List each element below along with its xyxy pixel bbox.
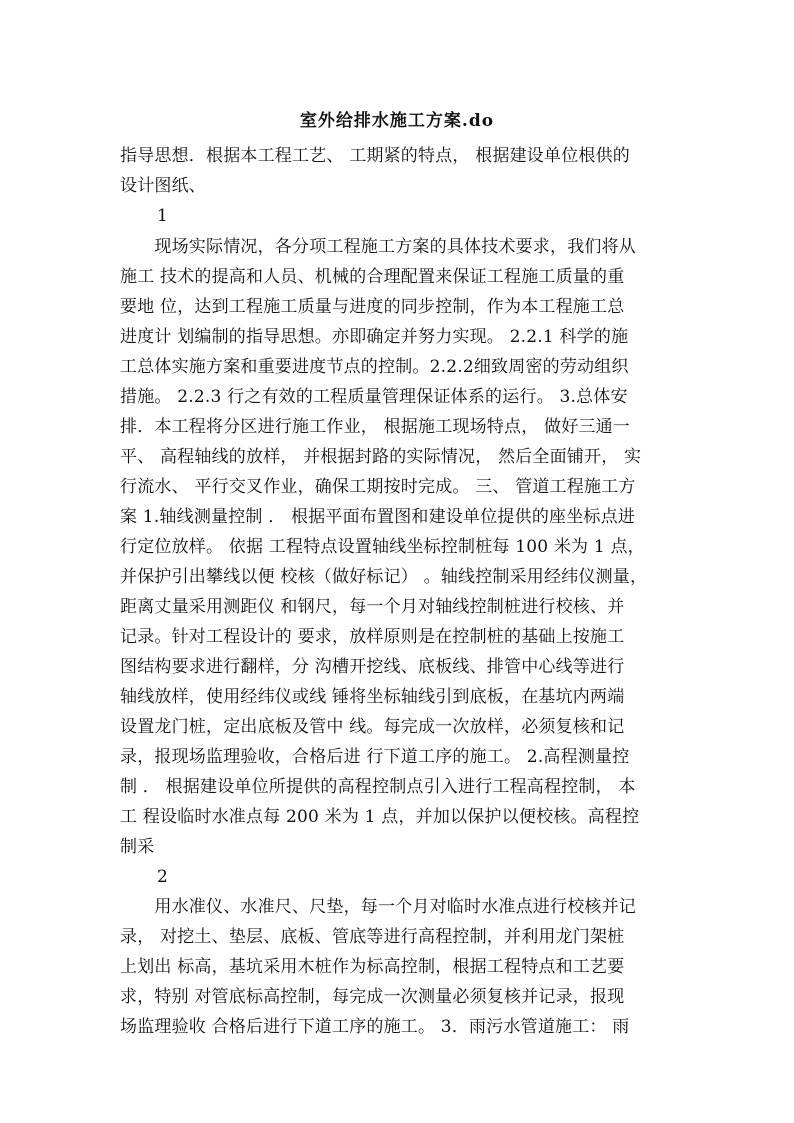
body-line: 场监理验收 合格后进行下道工序的施工。 3．雨污水管道施工： 雨 (120, 1017, 630, 1037)
body-line: 制 ． 根据建设单位所提供的高程控制点引入进行工程高程控制， 本 (120, 777, 636, 797)
body-line: 案 1.轴线测量控制 ． 根据平面布置图和建设单位提供的座坐标点进 (120, 507, 636, 527)
body-line: 距离丈量采用测距仪 和钢尺，每一个月对轴线控制桩进行校核、并 (120, 597, 625, 617)
body-line: 上划出 标高，基坑采用木桩作为标高控制，根据工程特点和工艺要 (120, 957, 625, 977)
body-line: 工 程设临时水准点每 200 米为 1 点，并加以保护以便校核。高程控 (120, 807, 640, 827)
body-line: 行定位放样。 依据 工程特点设置轴线坐标控制桩每 100 米为 1 点， (120, 537, 645, 557)
body-line: 行流水、 平行交叉作业，确保工期按时完成。 三、 管道工程施工方 (120, 477, 636, 497)
body-line: 平、 高程轴线的放样， 并根据封路的实际情况， 然后全面铺开， 实 (120, 447, 642, 467)
body-line: 录， 对挖土、垫层、底板、管底等进行高程控制，并利用龙门架桩 (120, 927, 625, 947)
page-number: 2 (157, 867, 168, 887)
body-line: 要地 位，达到工程施工质量与进度的同步控制，作为本工程施工总 (120, 297, 625, 317)
body-line: 工总体实施方案和重要进度节点的控制。2.2.2细致周密的劳动组织 (120, 357, 629, 377)
body-line: 设计图纸、 (120, 176, 206, 196)
body-line: 用水准仪、水准尺、尺垫，每一个月对临时水准点进行校核并记 (120, 897, 636, 917)
page-number: 1 (157, 206, 168, 226)
body-line: 措施。 2.2.3 行之有效的工程质量管理保证体系的运行。 3.总体安 (120, 387, 628, 407)
body-line: 施工 技术的提高和人员、机械的合理配置来保证工程施工质量的重 (120, 267, 625, 287)
body-line: 进度计 划编制的指导思想。亦即确定并努力实现。 2.2.1 科学的施 (120, 327, 629, 347)
document-title: 室外给排水施工方案.do (299, 111, 495, 131)
body-line: 并保护引出攀线以便 校核（做好标记） 。轴线控制采用经纬仪测量， (120, 567, 648, 587)
body-line: 记录。针对工程设计的 要求，放样原则是在控制桩的基础上按施工 (120, 627, 625, 647)
body-line: 图结构要求进行翻样，分 沟槽开挖线、底板线、排管中心线等进行 (120, 657, 625, 677)
body-line: 现场实际情况，各分项工程施工方案的具体技术要求，我们将从 (120, 237, 636, 257)
body-line: 设置龙门桩，定出底板及管中 线。每完成一次放样，必须复核和记 (120, 717, 625, 737)
body-line: 求，特别 对管底标高控制，每完成一次测量必须复核并记录，报现 (120, 987, 625, 1007)
body-line: 制采 (120, 837, 155, 857)
body-line: 轴线放样，使用经纬仪或线 锤将坐标轴线引到底板，在基坑内两端 (120, 687, 625, 707)
body-line: 录，报现场监理验收，合格后进 行下道工序的施工。 2.高程测量控 (120, 747, 630, 767)
body-line: 指导思想．根据本工程工艺、 工期紧的特点， 根据建设单位根供的 (120, 146, 631, 166)
body-line: 排．本工程将分区进行施工作业， 根据施工现场特点， 做好三通一 (120, 417, 631, 437)
